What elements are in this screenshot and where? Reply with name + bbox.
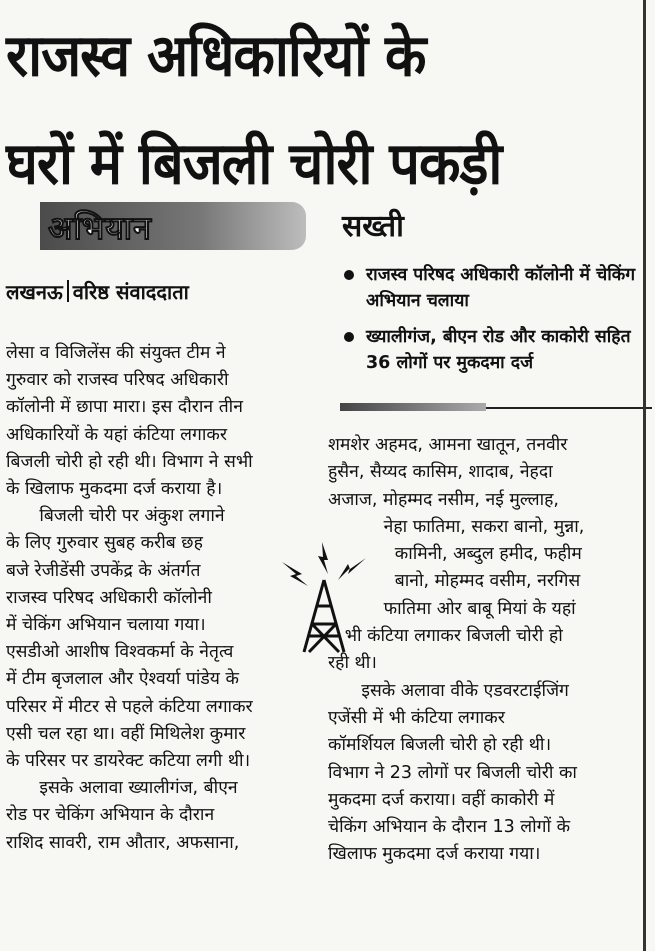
article-line: इसके अलावा ख्यालीगंज, बीएन bbox=[6, 778, 238, 799]
article-column-right bbox=[328, 432, 650, 869]
byline-reporter: वरिष्ठ संवाददाता bbox=[72, 280, 189, 304]
byline bbox=[6, 278, 189, 305]
article-line: बिजली चोरी हो रही थी। विभाग ने सभी bbox=[6, 451, 253, 472]
article-line: कॉमर्शियल बिजली चोरी हो रही थी। bbox=[328, 735, 552, 756]
article-line: शमशेर अहमद, आमना खातून, तनवीर bbox=[328, 435, 568, 455]
article-line: एसडीओ आशीष विश्वकर्मा के नेतृत्व bbox=[6, 642, 234, 663]
article-line: कामिनी, अब्दुल हमीद, फहीम bbox=[328, 544, 582, 565]
article-line: अजाज, मोहम्मद नसीम, नई मुल्लाह, bbox=[328, 489, 559, 510]
article-line: एजेंसी में भी कंटिया लगाकर bbox=[328, 707, 505, 728]
article-line: नेहा फातिमा, सकरा बानो, मुन्ना, bbox=[328, 516, 585, 537]
article-line: विभाग ने 23 लोगों पर बिजली चोरी का bbox=[328, 762, 577, 783]
article-line: बिजली चोरी पर अंकुश लगाने bbox=[6, 506, 225, 527]
highlight-item bbox=[338, 262, 650, 314]
article-line: में टीम बृजलाल और ऐश्वर्या पांडेय के bbox=[6, 669, 239, 690]
article-line: भी कंटिया लगाकर बिजली चोरी हो bbox=[328, 626, 563, 647]
article-line: राशिद सावरी, राम औतार, अफसाना, bbox=[6, 832, 240, 853]
article-line: गुरुवार को राजस्व परिषद अधिकारी bbox=[6, 370, 229, 391]
article-line: चेकिंग अभियान के दौरान 13 लोगों के bbox=[328, 817, 571, 838]
article-column-left bbox=[6, 340, 311, 857]
highlight-text: ख्यालीगंज, बीएन रोड और काकोरी सहित 36 लोगों पर मुकदमा दर्ज bbox=[366, 327, 631, 373]
article-line: अधिकारियों के यहां कंटिया लगाकर bbox=[6, 424, 227, 445]
bullet-icon bbox=[344, 332, 354, 342]
transmission-tower-icon bbox=[278, 540, 370, 660]
article-line: हुसैन, सैय्यद कासिम, शादाब, नेहदा bbox=[328, 462, 553, 483]
byline-place: लखनऊ bbox=[6, 280, 63, 304]
article-line: बानो, मोहम्मद वसीम, नरगिस bbox=[328, 571, 581, 592]
article-line: बजे रेजीडेंसी उपकेंद्र के अंतर्गत bbox=[6, 560, 201, 581]
article-line: रोड पर चेकिंग अभियान के दौरान bbox=[6, 805, 215, 826]
highlight-text: राजस्व परिषद अधिकारी कॉलोनी में चेकिंग अभियान चलाया bbox=[366, 265, 636, 311]
kicker-abhiyan bbox=[40, 202, 306, 250]
article-line: में चेकिंग अभियान चलाया गया। bbox=[6, 615, 206, 636]
kicker-abhiyan-label: अभियान bbox=[48, 209, 152, 247]
headline bbox=[6, 2, 651, 218]
byline-divider bbox=[67, 280, 69, 302]
headline-line-1: राजस्व अधिकारियों के bbox=[6, 21, 426, 90]
section-rule bbox=[340, 403, 652, 411]
article-line: रही थी। bbox=[328, 653, 377, 674]
article-line: के परिसर पर डायरेक्ट कटिया लगी थी। bbox=[6, 751, 251, 772]
article-line: इसके अलावा वीके एडवरटाईजिंग bbox=[328, 680, 569, 701]
bullet-icon bbox=[344, 270, 354, 280]
article-line: कॉलोनी में छापा मारा। इस दौरान तीन bbox=[6, 397, 243, 418]
article-line: एसी चल रहा था। वहीं मिथिलेश कुमार bbox=[6, 723, 246, 744]
article-line: परिसर में मीटर से पहले कंटिया लगाकर bbox=[6, 696, 253, 717]
article-line: फातिमा ओर बाबू मियां के यहां bbox=[328, 598, 576, 619]
highlights bbox=[338, 262, 650, 386]
kicker-sakhti: सख्ती bbox=[342, 209, 404, 244]
article-line: लेसा व विजिलेंस की संयुक्त टीम ने bbox=[6, 343, 226, 363]
highlight-item bbox=[338, 324, 650, 376]
article-line: मुकदमा दर्ज कराया। वहीं काकोरी में bbox=[328, 789, 555, 810]
article-line: राजस्व परिषद अधिकारी कॉलोनी bbox=[6, 587, 212, 608]
column-divider bbox=[643, 0, 646, 951]
article-line: के लिए गुरुवार सुबह करीब छह bbox=[6, 533, 203, 554]
headline-line-2: घरों में बिजली चोरी पकड़ी bbox=[6, 129, 502, 198]
article-line: खिलाफ मुकदमा दर्ज कराया गया। bbox=[328, 844, 541, 865]
article-line: के खिलाफ मुकदमा दर्ज कराया है। bbox=[6, 479, 223, 500]
